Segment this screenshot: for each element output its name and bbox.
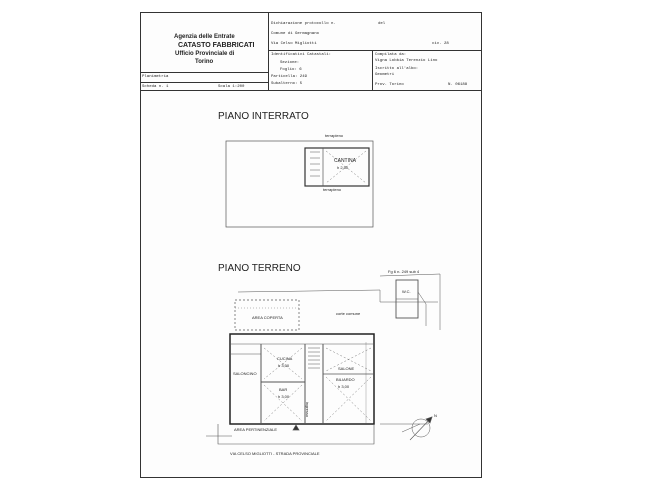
sezione-label: Sezione: bbox=[280, 61, 300, 65]
address-label: Via Celso Migliotti bbox=[271, 42, 317, 46]
basement-bottom-label: terrapieno bbox=[323, 187, 342, 192]
identifiers-title: Identificativi Catastali: bbox=[271, 53, 332, 57]
ufficio-provinciale: Ufficio Provinciale di bbox=[175, 51, 235, 57]
scheda-label: Scheda n. 1 bbox=[142, 85, 169, 89]
registered-role: Geometri bbox=[375, 73, 395, 77]
subalterno-label: Subalterno: 5 bbox=[271, 82, 303, 86]
access-marker bbox=[293, 425, 299, 430]
area-pertinenziale-label: AREA PERTINENZIALE bbox=[234, 427, 278, 432]
basement-stair bbox=[310, 152, 320, 176]
salone-label: SALONE bbox=[338, 366, 355, 371]
cantina-label: CANTINA bbox=[334, 158, 356, 164]
biliardo-height: h 3,00 bbox=[338, 384, 350, 389]
ground-floor-stair bbox=[308, 348, 320, 368]
agency-name: Agenzia delle Entrate bbox=[174, 34, 235, 40]
ground-floor-title: PIANO TERRENO bbox=[218, 263, 301, 274]
corte-label: corte comune bbox=[336, 311, 361, 316]
cantina-height: h 2,50 bbox=[337, 165, 349, 170]
civic-number: civ. 28 bbox=[432, 42, 449, 46]
cucina-label: CUCINA bbox=[277, 356, 293, 361]
particella-label: Particella: 249 bbox=[271, 75, 308, 79]
cadastral-sheet bbox=[140, 12, 482, 478]
street-label: VIA CELSO MIGLIOTTI - STRADA PROVINCIALE bbox=[230, 451, 320, 456]
declaration-label: Dichiarazione protocollo n. bbox=[271, 22, 336, 26]
saloncino-label: SALONCINO bbox=[233, 371, 257, 376]
right-boundary-diagonal bbox=[402, 424, 420, 432]
biliardo-label: BILIARDO bbox=[336, 377, 355, 382]
catasto-fabbricati: CATASTO FABBRICATI bbox=[178, 42, 255, 49]
wc-label: W.C. bbox=[402, 289, 411, 294]
ufficio-city: Torino bbox=[195, 59, 214, 65]
basement-top-label: terrapieno bbox=[325, 133, 344, 138]
province-label: Prov. Torino bbox=[375, 83, 404, 87]
registration-number: N. 06188 bbox=[448, 83, 468, 87]
wc-annex-side-line bbox=[418, 292, 426, 326]
scala-label: Scala 1:200 bbox=[218, 85, 245, 89]
area-coperta-label: AREA COPERTA bbox=[252, 315, 283, 320]
north-label: N bbox=[434, 413, 437, 418]
basement-outline bbox=[226, 141, 373, 227]
ingresso-label: ingresso bbox=[305, 402, 310, 418]
floor-plan-drawing bbox=[140, 12, 482, 478]
compiled-by-label: Compilata da: bbox=[375, 53, 407, 57]
bar-height: h 3,00 bbox=[278, 394, 290, 399]
basement-floor-title: PIANO INTERRATO bbox=[218, 111, 309, 122]
declaration-del: del bbox=[378, 22, 386, 26]
cucina-height: h 3,00 bbox=[278, 363, 290, 368]
comune-label: Comune di Germagnano bbox=[271, 32, 320, 36]
foglio-label: Foglio: 6 bbox=[280, 68, 302, 72]
registered-label: Iscritto all'albo: bbox=[375, 67, 419, 71]
bar-label: BAR bbox=[279, 387, 288, 392]
other-unit-label: Fg 6 n. 249 sub 4 bbox=[388, 269, 420, 274]
planimetria-label: Planimetria bbox=[142, 75, 169, 79]
compiled-by-name: Vigna Lobbia Terenzio Lino bbox=[375, 59, 438, 63]
